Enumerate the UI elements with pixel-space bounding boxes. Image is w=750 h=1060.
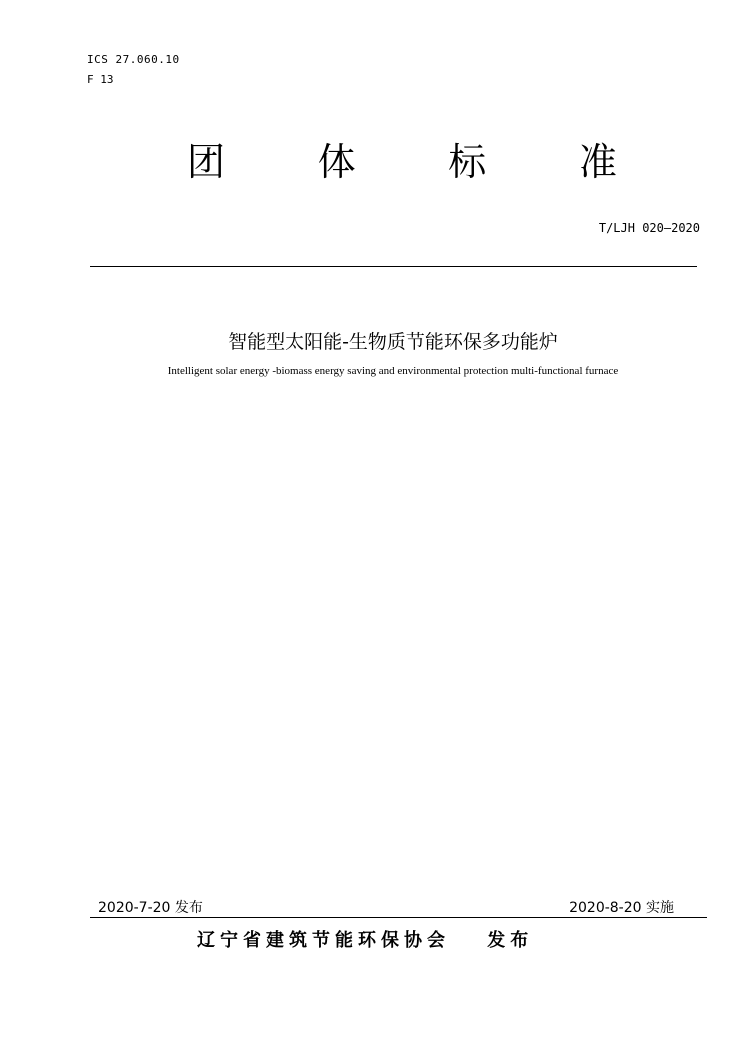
date-row [98,898,674,918]
ics-code: ICS 27.060.10 [87,53,180,66]
standard-type-char-2: 体 [317,139,356,184]
footer-divider [90,917,707,918]
title-english: Intelligent solar energy -biomass energy saving and environmental protection multi-functional furnace [167,365,619,377]
standard-code: T/LJH 020—2020 [598,221,700,235]
header-divider [90,266,697,267]
standard-type-char-3: 标 [448,139,487,184]
standard-type-char-4: 准 [578,139,617,184]
publisher-action: 发布 [487,930,534,951]
standard-type-heading [182,134,622,182]
issue-date: 2020-7-20 发布 [98,900,203,916]
standard-type-char-1: 团 [186,139,225,184]
publisher-line [197,929,533,953]
title-chinese: 智能型太阳能-生物质节能环保多功能炉 [228,331,558,353]
ccs-code: F 13 [87,73,114,86]
publisher-organization: 辽宁省建筑节能环保协会 [197,930,450,951]
implementation-date: 2020-8-20 实施 [569,900,674,916]
